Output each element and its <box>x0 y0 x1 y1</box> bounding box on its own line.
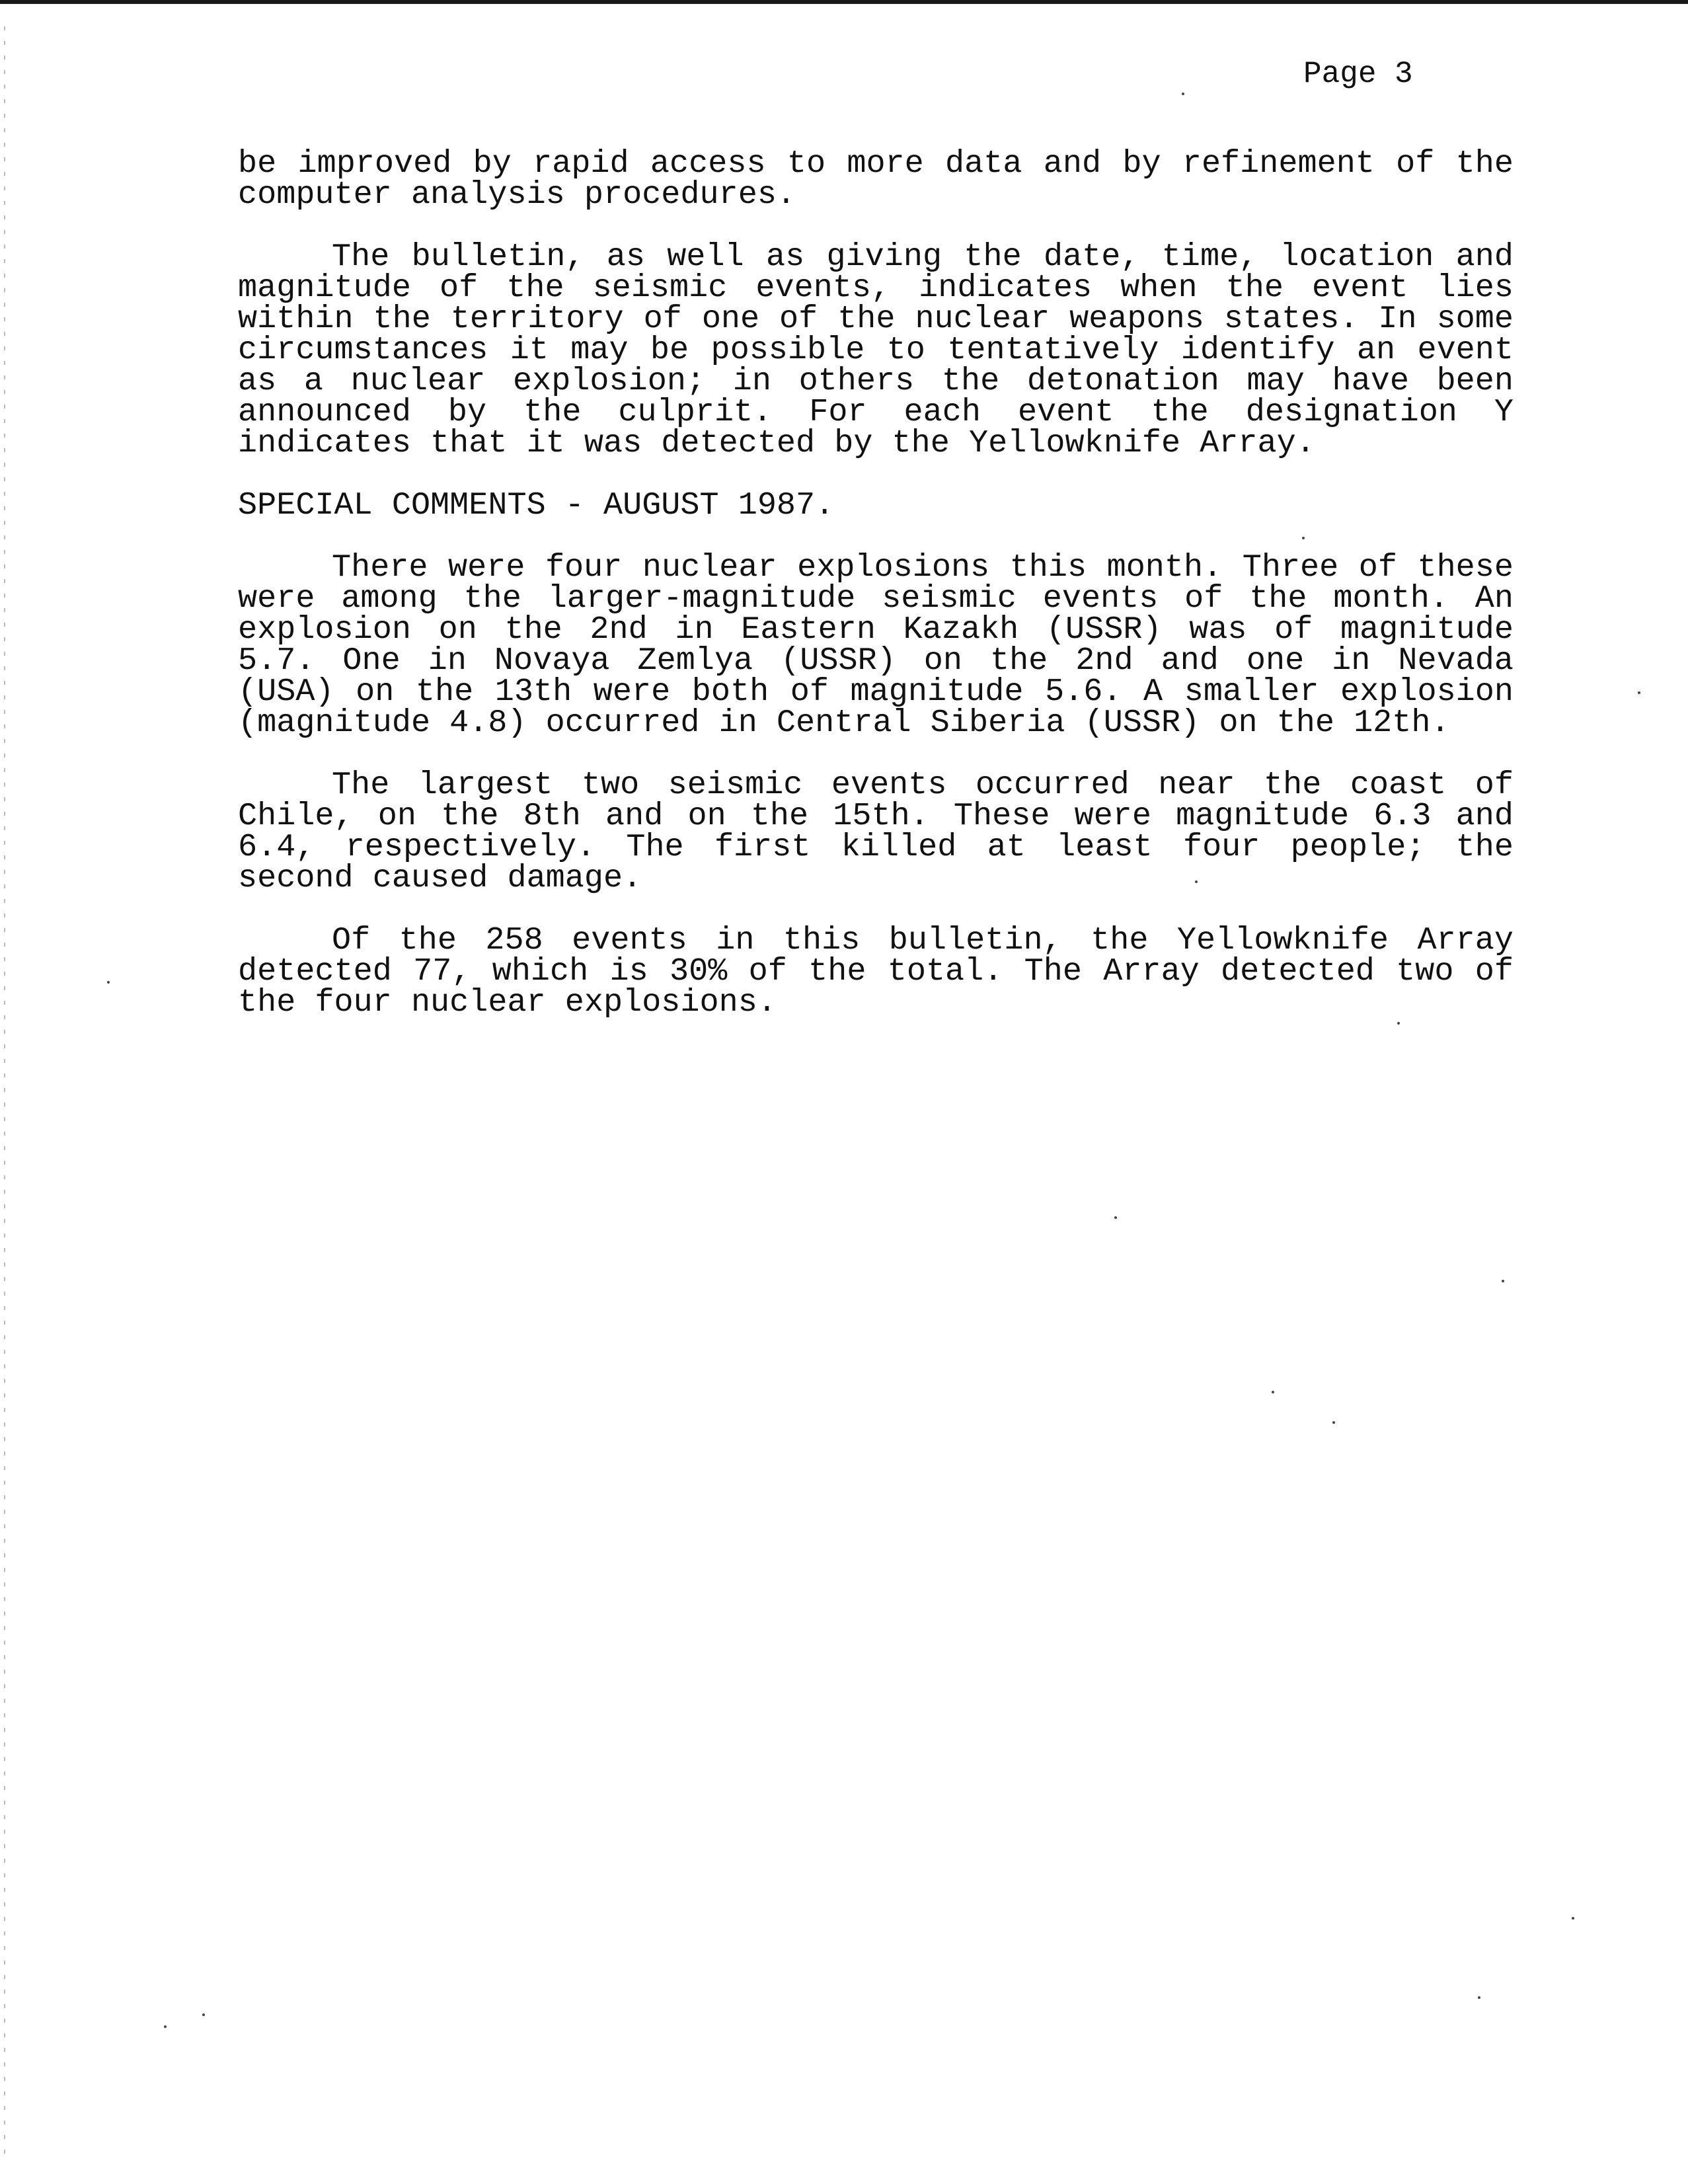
scan-speck <box>1638 691 1640 694</box>
scan-speck <box>202 2013 205 2016</box>
page-left-edge <box>4 26 5 2162</box>
scan-speck <box>1478 1996 1480 1999</box>
section-heading: SPECIAL COMMENTS - AUGUST 1987. <box>238 487 835 524</box>
document-body <box>238 145 1514 1049</box>
page-top-edge <box>0 0 1688 4</box>
scan-speck <box>1332 1421 1335 1424</box>
scan-speck <box>107 981 110 984</box>
page-number: Page 3 <box>1303 57 1413 91</box>
scan-speck <box>1502 1280 1504 1282</box>
scan-speck <box>1195 880 1198 883</box>
scan-speck <box>1302 537 1305 539</box>
scan-speck <box>1272 1391 1274 1393</box>
scan-speck <box>1114 1216 1117 1219</box>
paragraph-bulletin-description: The bulletin, as well as giving the date, time, location and magnitude of the seismic events, indicates when the event lies within the territory of one of the nuclear weapons states. In some circumstances it may be possible to tentatively identify an event as a nuclear explosion; in others the detonation may have been announced by the culprit. For each event the designation Y indicates that it was detected by the Yellowknife Array. <box>238 239 1514 461</box>
paragraph-nuclear-explosions: There were four nuclear explosions this month. Three of these were among the larger-magnitude seismic events of the month. An explosion on the 2nd in Eastern Kazakh (USSR) was of magnitude 5.7. One in Novaya Zemlya (USSR) on the 2nd and one in Nevada (USA) on the 13th were both of magnitude 5.6. A smaller explosion (magnitude 4.8) occurred in Central Siberia (USSR) on the 12th. <box>238 549 1514 741</box>
paragraph-array-detection: Of the 258 events in this bulletin, the Yellowknife Array detected 77, which is 30% of the total. The Array detected two of the four nuclear explosions. <box>238 922 1514 1021</box>
paragraph-largest-events: The largest two seismic events occurred near the coast of Chile, on the 8th and on the 15th. These were magnitude 6.3 and 6.4, respectively. The first killed at least four people; the second caused damage. <box>238 767 1514 896</box>
scan-speck <box>1397 1022 1400 1025</box>
scan-speck <box>1572 1917 1574 1920</box>
scan-speck <box>164 2025 167 2028</box>
scan-speck <box>1182 93 1184 95</box>
paragraph-continuation: be improved by rapid access to more data and by refinement of the computer analysis procedures. <box>238 145 1514 213</box>
